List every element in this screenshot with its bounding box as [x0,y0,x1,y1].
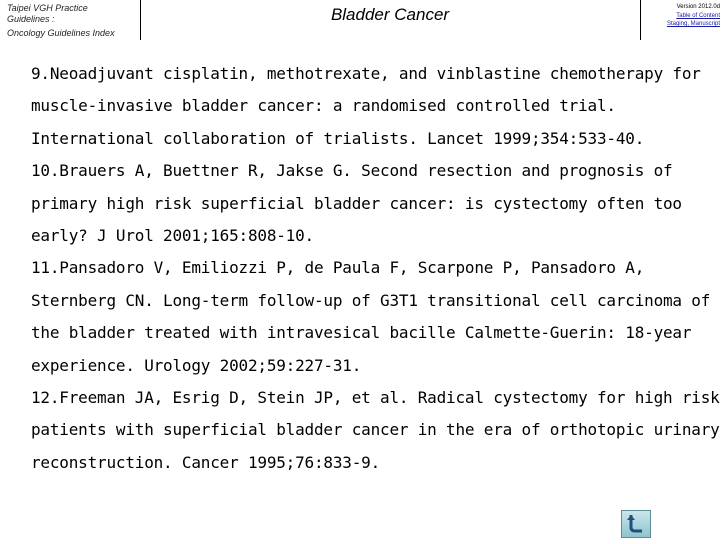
staging-manuscript-link[interactable]: Staging, Manuscript [666,21,720,27]
reference-line: 9.Neoadjuvant cisplatin, methotrexate, and vinblastine chemotherapy for [31,64,701,83]
reference-line: 10.Brauers A, Buettner R, Jakse G. Second resection and prognosis of [31,161,673,181]
page-title: Bladder Cancer [330,5,450,24]
reference-item-10 [31,155,711,252]
reference-item-11 [31,252,711,382]
table-of-content-link[interactable]: Table of Content [676,13,720,19]
source-line-2: Guidelines : [7,14,55,24]
reference-line: 11.Pansadoro V, Emiliozzi P, de Paula F, Scarpone P, Pansadoro A, [31,258,645,278]
reference-item-9 [31,58,711,155]
return-arrow-icon [625,513,647,535]
back-button[interactable] [621,510,651,538]
reference-line: experience. Urology 2002;59:227-31. [31,355,362,375]
guideline-source [0,0,141,40]
source-line-3: Oncology Guidelines Index [7,28,115,38]
reference-line: the bladder treated with intravesical bacille Calmette-Guerin: 18-year [31,323,692,343]
header-nav [641,0,726,40]
reference-line: International collaboration of trialists. Lancet 1999;354:533-40. [31,128,645,148]
reference-list [31,58,720,479]
reference-line: reconstruction. Cancer 1995;76:833-9. [31,452,381,472]
version-label: Version 2012.0d [676,4,720,10]
reference-line: 12.Freeman JA, Esrig D, Stein JP, et al. Radical cystectomy for high risk [31,388,720,408]
title-cell [140,0,641,40]
reference-item-12 [31,382,720,479]
reference-line: Sternberg CN. Long-term follow-up of G3T1 transitional cell carcinoma of [31,290,711,310]
reference-line: muscle-invasive bladder cancer: a randomised controlled trial. [31,96,616,116]
source-line-1: Taipei VGH Practice [7,3,88,13]
reference-line: primary high risk superficial bladder cancer: is cystectomy often too [31,193,682,213]
reference-line: patients with superficial bladder cancer in the era of orthotopic urinary [31,420,720,440]
reference-line: early? J Urol 2001;165:808-10. [31,226,314,246]
page-header [0,0,726,40]
